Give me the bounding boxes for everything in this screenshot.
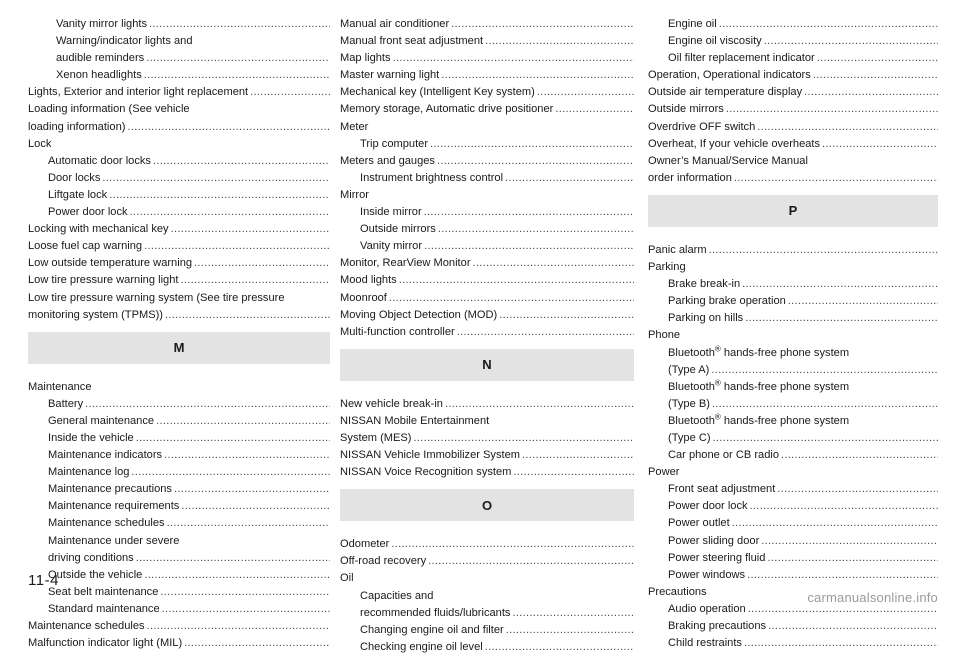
index-entry: [648, 635, 938, 652]
index-entry: [340, 396, 634, 413]
index-entry: [28, 481, 330, 498]
entry-text: Overheat, If your vehicle overheats: [648, 137, 821, 150]
entry-text: General maintenance: [48, 414, 155, 427]
index-entry: [340, 33, 634, 50]
entry-text: Parking brake operation: [668, 295, 786, 308]
index-entry: [648, 618, 938, 635]
index-entry: [648, 153, 938, 187]
index-entry: [28, 601, 330, 618]
index-entry: [28, 101, 330, 135]
entry-text: Maintenance schedules: [28, 620, 145, 632]
entry-text: Oil filter replacement indicator: [668, 52, 815, 65]
entry-text: Engine oil: [668, 18, 717, 30]
index-entry: [28, 255, 330, 272]
index-entry: [28, 33, 330, 67]
entry-text: (Type C): [668, 431, 711, 444]
entry-text: Vanity mirror lights: [56, 18, 148, 30]
entry-text: NISSAN Voice Recognition system: [340, 466, 512, 479]
section-header-m: [28, 332, 330, 364]
entry-text: Standard maintenance: [48, 602, 160, 615]
index-entry: [28, 584, 330, 601]
entry-text: recommended fluids/lubricants: [360, 606, 511, 619]
entry-text: Map lights: [340, 52, 391, 65]
dot-leader: [131, 466, 330, 478]
entry-text: Power windows: [668, 568, 746, 581]
entry-text: Maintenance: [28, 380, 92, 393]
dot-leader: [184, 637, 330, 649]
dot-leader: [167, 517, 330, 529]
dot-leader: [250, 86, 330, 98]
index-entry: [340, 170, 634, 187]
entry-text: Battery: [48, 397, 84, 410]
entry-text: Off-road recovery: [340, 555, 427, 568]
dot-leader: [144, 569, 330, 581]
index-entry: [28, 153, 330, 170]
dot-leader: [719, 18, 938, 30]
dot-leader: [144, 240, 330, 252]
watermark: carmanualsonline.info: [807, 590, 938, 605]
entry-text: Seat belt maintenance: [48, 585, 159, 598]
entry-text: Oil: [340, 572, 354, 585]
index-entry: [28, 413, 330, 430]
entry-text: Memory storage, Automatic drive positioner: [340, 103, 554, 116]
dot-leader: [144, 69, 330, 81]
entry-text: New vehicle break-in: [340, 397, 443, 410]
dot-leader: [537, 86, 634, 98]
index-entry: [28, 170, 330, 187]
index-entry: [28, 187, 330, 204]
dot-leader: [781, 449, 938, 461]
entry-text: Power door lock: [668, 500, 748, 513]
dot-leader: [764, 35, 938, 47]
index-entry: [28, 290, 330, 324]
entry-text: Meter: [340, 120, 369, 133]
dot-leader: [430, 138, 634, 150]
entry-text: Locking with mechanical key: [28, 223, 169, 236]
dot-leader: [424, 206, 634, 218]
dot-leader: [146, 52, 330, 64]
dot-leader: [747, 569, 938, 581]
index-entry: [340, 536, 634, 553]
dot-leader: [555, 103, 634, 115]
entry-text: Low tire pressure warning system (See tire pressure: [28, 291, 285, 304]
entry-text: Outside air temperature display: [648, 86, 803, 99]
index-entry: [28, 533, 330, 567]
dot-leader: [130, 206, 330, 218]
entry-text: Manual front seat adjustment: [340, 35, 484, 48]
dot-leader: [149, 18, 330, 30]
entry-text: Child restraints: [668, 637, 742, 650]
index-entry: [28, 498, 330, 515]
index-entry: [340, 204, 634, 221]
index-entry: [340, 101, 634, 118]
dot-leader: [102, 172, 330, 184]
dot-leader: [732, 517, 938, 529]
entry-text: Moving Object Detection (MOD): [340, 308, 498, 321]
index-entry: [340, 324, 634, 341]
dot-leader: [399, 274, 634, 286]
entry-text: Overdrive OFF switch: [648, 120, 756, 133]
index-entry: [28, 396, 330, 413]
entry-text: Checking engine oil level: [360, 640, 483, 653]
index-entry: [28, 464, 330, 481]
dot-leader: [767, 552, 938, 564]
dot-leader: [506, 624, 634, 636]
entry-text: Xenon headlights: [56, 69, 142, 82]
dot-leader: [438, 223, 634, 235]
dot-leader: [485, 641, 634, 653]
section-header-o: [340, 489, 634, 521]
entry-text: Maintenance indicators: [48, 449, 163, 462]
dot-leader: [85, 398, 330, 410]
index-entry: [648, 464, 938, 481]
entry-text: (Type B): [668, 397, 710, 410]
dot-leader: [813, 69, 938, 81]
entry-text: Power steering fluid: [668, 551, 766, 564]
entry-text: Precautions: [648, 585, 707, 598]
dot-leader: [441, 69, 634, 81]
entry-text: System (MES): [340, 431, 412, 444]
entry-text: Brake break-in: [668, 278, 741, 291]
entry-text: Malfunction indicator light (MIL): [28, 637, 183, 650]
index-entry: [340, 553, 634, 570]
entry-text: Bluetooth® hands-free phone system: [668, 378, 850, 393]
index-entry: [648, 550, 938, 567]
index-entry: [28, 515, 330, 532]
entry-text: Maintenance precautions: [48, 483, 172, 496]
entry-text: Capacities and: [360, 589, 434, 602]
dot-leader: [742, 278, 938, 290]
entry-text: Panic alarm: [648, 243, 707, 256]
dot-leader: [445, 398, 634, 410]
entry-text: order information: [648, 171, 732, 184]
dot-leader: [160, 586, 330, 598]
dot-leader: [136, 432, 330, 444]
dot-leader: [127, 121, 330, 133]
dot-leader: [512, 607, 634, 619]
index-entry: [340, 447, 634, 464]
entry-text: Mirror: [340, 188, 369, 201]
dot-leader: [513, 466, 634, 478]
section-letter: N: [482, 357, 492, 373]
entry-text: Car phone or CB radio: [668, 449, 779, 462]
dot-leader: [174, 483, 330, 495]
index-entry: [340, 84, 634, 101]
index-entry: [340, 290, 634, 307]
index-entry: [340, 639, 634, 656]
entry-text: Warning/indicator lights and: [56, 35, 193, 48]
entry-text: Master warning light: [340, 69, 440, 82]
entry-text: Bluetooth® hands-free phone system: [668, 344, 850, 359]
index-column-1: [28, 16, 330, 652]
entry-text: driving conditions: [48, 551, 134, 564]
entry-text: Mood lights: [340, 274, 397, 287]
index-entry: [648, 50, 938, 67]
index-entry: [648, 259, 938, 276]
entry-text: Outside mirrors: [648, 103, 724, 116]
index-entry: [648, 327, 938, 344]
index-entry: [340, 570, 634, 587]
entry-text: Maintenance log: [48, 466, 130, 479]
index-entry: [648, 447, 938, 464]
index-column-2: [340, 16, 634, 656]
dot-leader: [768, 620, 938, 632]
dot-leader: [750, 500, 938, 512]
dot-leader: [437, 155, 634, 167]
dot-leader: [147, 620, 330, 632]
dot-leader: [457, 326, 634, 338]
index-entry: [648, 567, 938, 584]
entry-text: Power outlet: [668, 517, 730, 530]
entry-text: Lock: [28, 137, 52, 150]
dot-leader: [522, 449, 634, 461]
dot-leader: [414, 432, 635, 444]
index-entry: [28, 272, 330, 289]
entry-text: Power door lock: [48, 206, 128, 219]
entry-text: Mechanical key (Intelligent Key system): [340, 86, 535, 99]
index-entry: [648, 136, 938, 153]
entry-text: Front seat adjustment: [668, 483, 776, 496]
dot-leader: [709, 244, 938, 256]
dot-leader: [485, 35, 634, 47]
dot-leader: [822, 138, 938, 150]
entry-text: Audio operation: [668, 602, 746, 615]
index-entry: [340, 221, 634, 238]
section-letter: P: [788, 203, 798, 219]
index-entry: [28, 430, 330, 447]
index-entry: [28, 84, 330, 101]
entry-text: Parking: [648, 261, 686, 274]
entry-text: audible reminders: [56, 52, 145, 65]
entry-text: Power: [648, 466, 680, 479]
index-entry: [648, 16, 938, 33]
section-letter: M: [173, 340, 185, 356]
entry-text: monitoring system (TPMS)): [28, 308, 163, 321]
dot-leader: [473, 257, 634, 269]
dot-leader: [428, 555, 634, 567]
index-entry: [648, 33, 938, 50]
dot-leader: [109, 189, 330, 201]
page-number: 11-4: [28, 572, 59, 589]
dot-leader: [181, 500, 330, 512]
entry-text: Moonroof: [340, 291, 387, 304]
index-entry: [648, 101, 938, 118]
section-header-n: [340, 349, 634, 381]
index-entry: [648, 242, 938, 259]
entry-text: Braking precautions: [668, 620, 767, 632]
entry-text: Maintenance under severe: [48, 534, 180, 547]
index-entry: [28, 567, 330, 584]
index-entry: [648, 498, 938, 515]
entry-text: Engine oil viscosity: [668, 35, 762, 48]
index-column-3: [648, 16, 938, 652]
dot-leader: [162, 603, 330, 615]
entry-text: NISSAN Vehicle Immobilizer System: [340, 449, 521, 462]
dot-leader: [194, 257, 330, 269]
entry-text: Outside mirrors: [360, 223, 436, 236]
index-entry: [28, 447, 330, 464]
entry-text: Instrument brightness control: [360, 171, 504, 184]
entry-text: Trip computer: [360, 137, 429, 150]
index-entry: [340, 67, 634, 84]
entry-text: Loading information (See vehicle: [28, 103, 190, 116]
dot-leader: [165, 309, 330, 321]
index-entry: [340, 119, 634, 136]
dot-leader: [505, 172, 634, 184]
entry-text: Automatic door locks: [48, 154, 151, 167]
entry-text: Low outside temperature warning: [28, 257, 193, 270]
entry-text: Maintenance requirements: [48, 500, 180, 513]
dot-leader: [761, 535, 938, 547]
index-entry: [28, 67, 330, 84]
index-entry: [340, 238, 634, 255]
index-entry: [28, 238, 330, 255]
section-letter: O: [481, 497, 493, 513]
index-entry: [648, 293, 938, 310]
dot-leader: [726, 103, 938, 115]
dot-leader: [713, 432, 938, 444]
entry-text: Outside the vehicle: [48, 568, 143, 581]
entry-text: Changing engine oil and filter: [360, 623, 504, 636]
entry-text: Phone: [648, 329, 681, 342]
entry-text: Inside the vehicle: [48, 431, 134, 444]
entry-text: Door locks: [48, 171, 101, 184]
dot-leader: [180, 274, 330, 286]
entry-text: Parking on hills: [668, 312, 744, 325]
index-entry: [340, 153, 634, 170]
entry-text: NISSAN Mobile Entertainment: [340, 414, 490, 427]
entry-text: (Type A): [668, 363, 710, 376]
dot-leader: [734, 172, 938, 184]
index-entry: [340, 307, 634, 324]
entry-text: Inside mirror: [360, 206, 422, 219]
index-entry: [648, 119, 938, 136]
index-entry: [648, 84, 938, 101]
dot-leader: [745, 312, 938, 324]
dot-leader: [712, 398, 938, 410]
index-entry: [340, 272, 634, 289]
dot-leader: [499, 309, 634, 321]
entry-text: Loose fuel cap warning: [28, 240, 143, 253]
dot-leader: [136, 552, 330, 564]
index-entry: [28, 635, 330, 652]
entry-text: Manual air conditioner: [340, 18, 450, 30]
dot-leader: [424, 240, 634, 252]
dot-leader: [164, 449, 330, 461]
index-entry: [340, 16, 634, 33]
dot-leader: [788, 295, 938, 307]
entry-text: Operation, Operational indicators: [648, 69, 811, 82]
index-entry: [340, 255, 634, 272]
entry-text: Meters and gauges: [340, 154, 435, 167]
entry-text: Bluetooth® hands-free phone system: [668, 412, 850, 427]
index-entry: [648, 515, 938, 532]
index-entry: [340, 50, 634, 67]
entry-text: loading information): [28, 120, 126, 133]
entry-text: Lights, Exterior and interior light replacement: [28, 86, 249, 99]
index-entry: [28, 136, 330, 153]
dot-leader: [451, 18, 634, 30]
index-entry: [340, 464, 634, 481]
index-entry: [340, 187, 634, 204]
index-entry: [340, 622, 634, 639]
dot-leader: [757, 121, 938, 133]
index-entry: [28, 379, 330, 396]
entry-text: Monitor, RearView Monitor: [340, 257, 471, 270]
index-entry: [340, 136, 634, 153]
index-entry: [648, 310, 938, 327]
entry-text: Vanity mirror: [360, 240, 423, 253]
dot-leader: [804, 86, 938, 98]
entry-text: Power sliding door: [668, 534, 760, 547]
dot-leader: [156, 415, 330, 427]
index-entry: [28, 618, 330, 635]
section-header-p: [648, 195, 938, 227]
index-entry: [28, 16, 330, 33]
index-entry: [648, 345, 938, 379]
index-entry: [340, 413, 634, 447]
dot-leader: [817, 52, 938, 64]
index-entry: [28, 204, 330, 221]
index-entry: [648, 413, 938, 447]
entry-text: Multi-function controller: [340, 325, 455, 338]
entry-text: Maintenance schedules: [48, 517, 165, 530]
dot-leader: [777, 483, 938, 495]
dot-leader: [711, 364, 938, 376]
dot-leader: [391, 538, 634, 550]
dot-leader: [389, 292, 634, 304]
dot-leader: [171, 223, 330, 235]
index-entry: [648, 481, 938, 498]
entry-text: Odometer: [340, 538, 390, 551]
index-entry: [648, 533, 938, 550]
entry-text: Owner’s Manual/Service Manual: [648, 154, 808, 167]
entry-text: Low tire pressure warning light: [28, 274, 179, 287]
index-entry: [648, 379, 938, 413]
dot-leader: [744, 637, 938, 649]
index-entry: [648, 67, 938, 84]
dot-leader: [393, 52, 634, 64]
index-entry: [648, 276, 938, 293]
entry-text: Liftgate lock: [48, 188, 108, 201]
index-entry: [340, 588, 634, 622]
index-entry: [28, 221, 330, 238]
dot-leader: [153, 155, 330, 167]
